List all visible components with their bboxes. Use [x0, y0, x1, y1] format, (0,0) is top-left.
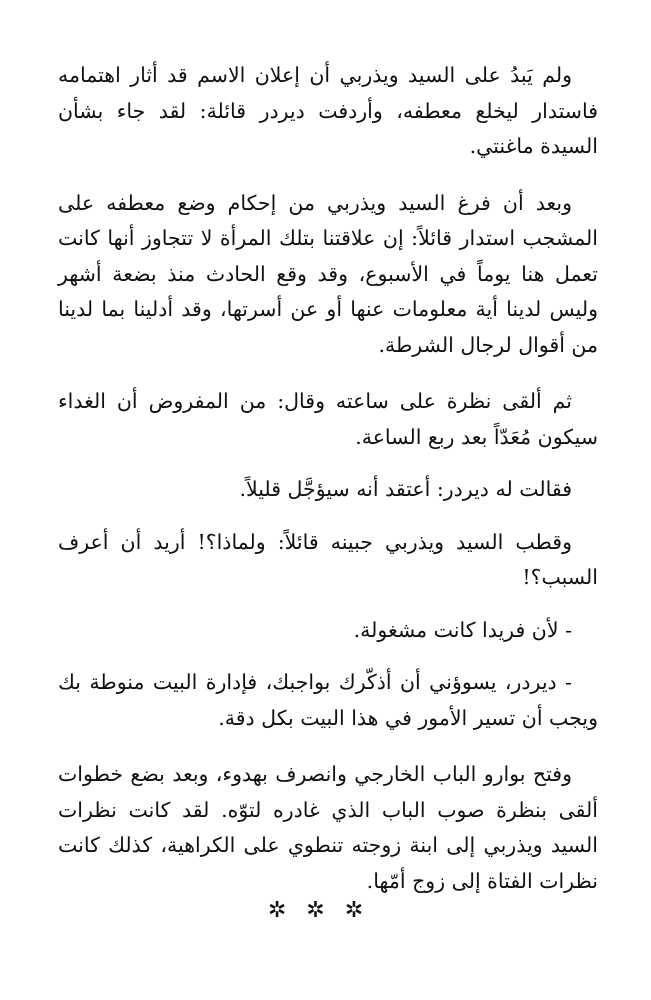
paragraph-7: - ديردر، يسوؤني أن أذكّرك بواجبك، فإدارة البيت منوطة بك ويجب أن تسير الأمور في هذا البيت بكل دقة. — [58, 670, 598, 730]
section-separator-asterisks: ✲✲✲ — [267, 898, 384, 923]
paragraph-8: وفتح بوارو الباب الخارجي وانصرف بهدوء، وبعد بضع خطوات ألقى بنظرة صوب الباب الذي غادره لتوّه. لقد كانت نظرات السيد ويذربي إلى ابنة زوجته تنطوي على الكراهية، كذلك كانت نظرات الفتاة إلى زوج أمّها. — [58, 762, 598, 893]
paragraph-1: ولم يَبدُ على السيد ويذربي أن إعلان الاسم قد أثار اهتمامه فاستدار ليخلع معطفه، وأردفت ديردر قائلة: لقد جاء بشأن السيدة ماغنتي. — [58, 63, 598, 158]
paragraph-2: وبعد أن فرغ السيد ويذربي من إحكام وضع معطفه على المشجب استدار قائلاً: إن علاقتنا بتلك المرأة لا تتجاوز أنها كانت تعمل هنا يوماً في الأسبوع، وقد وقع الحادث منذ بضعة أشهر وليس لدينا أية معلومات عنها أو عن أسرتها، وقد أدلينا بما لدينا من أقوال لرجال الشرطة. — [58, 190, 598, 357]
paragraph-3: ثم ألقى نظرة على ساعته وقال: من المفروض أن الغداء سيكون مُعَدّاً بعد ربع الساعة. — [58, 389, 598, 449]
paragraph-5: وقطب السيد ويذربي جبينه قائلاً: ولماذا؟! أريد أن أعرف السبب؟! — [58, 529, 598, 589]
paragraph-6: - لأن فريدا كانت مشغولة. — [353, 617, 572, 642]
book-page-text — [58, 58, 598, 920]
paragraph-4: فقالت له ديردر: أعتقد أنه سيؤجَّل قليلاً. — [239, 477, 572, 501]
